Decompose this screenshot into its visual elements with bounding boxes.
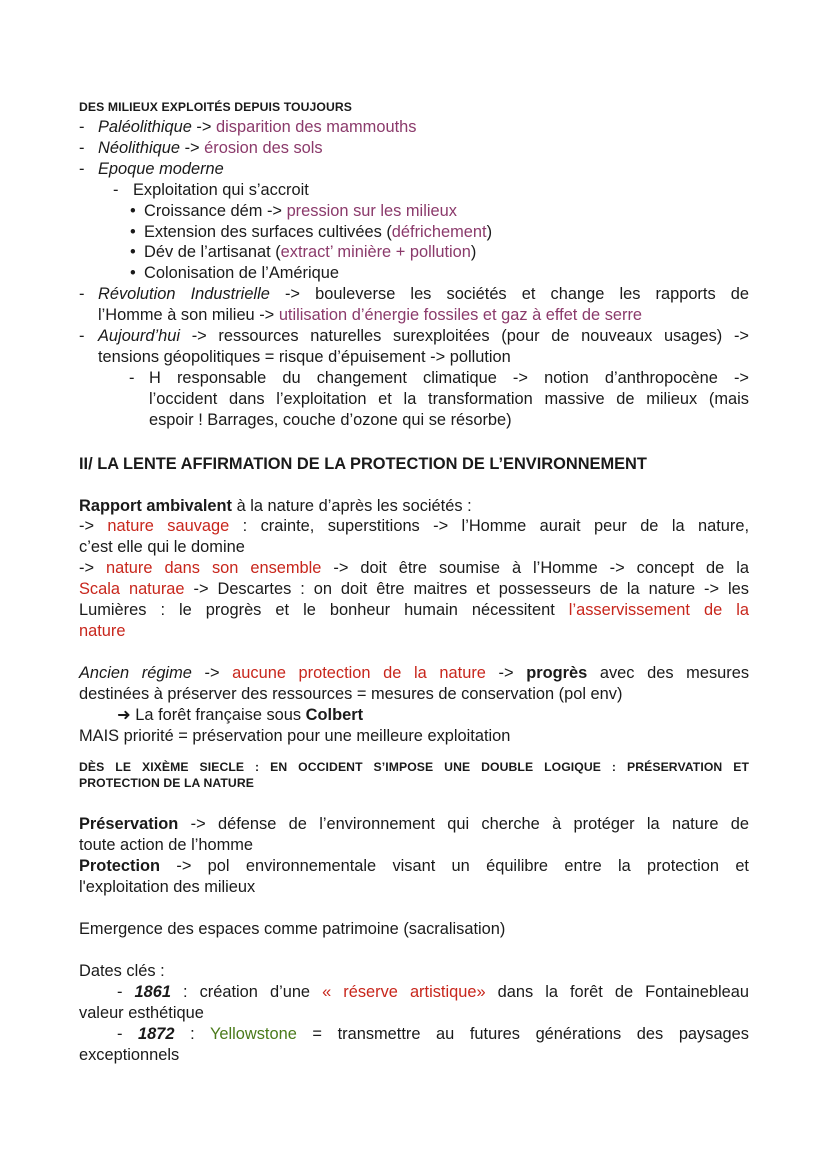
h-line1: H responsable du changement climatique -> notion d’anthropocène ->: [149, 368, 749, 387]
date-1861-line1: [79, 982, 749, 1003]
nature-sauvage-line1: [79, 516, 749, 537]
sub-item-h: [79, 368, 749, 431]
scala-naturae: Scala naturae: [79, 580, 185, 599]
foret-line: [79, 705, 749, 726]
revo-line1: [98, 284, 749, 305]
revo-line2: [98, 305, 749, 326]
progres-bold: progrès: [526, 663, 588, 682]
bullet-item: [79, 222, 749, 243]
h-line3: espoir ! Barrages, couche d’ozone qui se résorbe): [149, 410, 512, 429]
asservissement: l’asservissement de la: [568, 601, 749, 620]
bullet-item: [79, 201, 749, 222]
list-item-paleo: [79, 117, 749, 138]
text-run: = transmettre au futures générations des paysages: [296, 1024, 749, 1043]
bullet-item: [79, 242, 749, 263]
subsection-title: [79, 759, 749, 791]
paleo-label: Paléolithique: [98, 118, 192, 136]
bullet-marker: •: [130, 264, 136, 283]
text-run: La forêt française sous: [130, 705, 306, 724]
bullet-item: [79, 263, 749, 284]
nature-ensemble-line3: [79, 600, 749, 621]
h-line2: l’occident dans l’exploitation et la transformation massive de milieux (mais: [149, 389, 749, 408]
emergence-line: Emergence des espaces comme patrimoine (sacralisation): [79, 920, 506, 939]
bullet-marker: •: [130, 201, 136, 220]
ancien-regime-line2: destinées à préserver des ressources = mesures de conservation (pol env): [79, 684, 623, 703]
dash-marker: -: [129, 368, 135, 387]
text-run: Lumières : le progrès et le bonheur humain nécessitent: [79, 601, 569, 620]
exploit-text: Exploitation qui s’accroit: [133, 180, 309, 199]
ancien-regime-line1: [79, 663, 749, 684]
sub-item-exploit: [79, 180, 749, 201]
bullet-highlight: pression sur les milieux: [286, 201, 457, 220]
document-page: [79, 99, 749, 1066]
list-item-revolution: [79, 284, 749, 326]
dates-label: Dates clés :: [79, 962, 165, 980]
nature-ensemble-line1: [79, 558, 749, 579]
bullet-text: Dév de l’artisanat (: [144, 243, 281, 262]
auj-label: Aujourd’hui: [98, 327, 181, 346]
auj-text: -> ressources naturelles surexploitées (pour de nouveaux usages) ->: [180, 327, 749, 346]
text-run: -> Descartes : on doit être maitres et possesseurs de la nature -> les: [184, 580, 749, 599]
revo-label: Révolution Industrielle: [98, 285, 270, 304]
dash-marker: -: [117, 982, 135, 1001]
dash-marker: -: [79, 159, 85, 178]
bullet-text: Extension des surfaces cultivées (: [144, 222, 392, 241]
arrow-text: ->: [191, 663, 233, 682]
rapport-text: à la nature d’après les sociétés :: [232, 496, 472, 515]
year-1861: 1861: [134, 982, 171, 1001]
mais-line: MAIS priorité = préservation pour une meilleure exploitation: [79, 726, 511, 745]
arrow-text: ->: [191, 118, 217, 136]
list-item-neo: [79, 138, 749, 159]
arrow-text: ->: [79, 559, 106, 578]
text-run: -> doit être soumise à l’Homme -> concept de la: [321, 559, 749, 578]
rapport-line: [79, 496, 749, 517]
arrow-right-icon: ➜: [117, 705, 131, 724]
nature-sauvage-line2: c’est elle qui le domine: [79, 538, 245, 557]
preservation-line2: toute action de l’homme: [79, 836, 254, 855]
list-item-moderne: [79, 159, 749, 180]
dash-marker: -: [79, 118, 85, 136]
nature-ensemble: nature dans son ensemble: [106, 559, 322, 578]
preservation-line1: [79, 814, 749, 835]
preservation-bold: Préservation: [79, 815, 179, 834]
text-run: : crainte, superstitions -> l’Homme aurait peur de la nature,: [229, 517, 749, 536]
revo-text: l’Homme à son milieu ->: [98, 306, 279, 325]
arrow-text: ->: [79, 517, 108, 536]
dash-marker: -: [117, 1024, 139, 1043]
nature-ensemble-line4: nature: [79, 621, 126, 640]
bullet-text: Colonisation de l’Amérique: [144, 264, 339, 283]
section-title: DES MILIEUX EXPLOITÉS DEPUIS TOUJOURS: [79, 100, 353, 114]
bullet-text: ): [470, 243, 477, 262]
text-run: :: [174, 1024, 210, 1043]
date-1872-line1: [79, 1024, 749, 1045]
nature-sauvage: nature sauvage: [107, 517, 230, 536]
dash-marker: -: [79, 327, 85, 346]
auj-line1: [98, 326, 749, 347]
list-item-aujourdhui: [79, 326, 749, 368]
arrow-text: ->: [485, 663, 527, 682]
bullet-marker: •: [130, 222, 136, 241]
subsection-title-line1: DÈS LE XIXÈME SIECLE : EN OCCIDENT S’IMPOSE UNE DOUBLE LOGIQUE : PRÉSERVATION ET: [79, 760, 749, 775]
bullet-text: ): [486, 222, 493, 241]
revo-text: -> bouleverse les sociétés et change les rapports de: [269, 285, 749, 304]
dash-marker: -: [113, 180, 119, 199]
text-run: dans la forêt de Fontainebleau: [485, 982, 749, 1001]
year-1872: 1872: [138, 1024, 175, 1043]
neo-label: Néolithique: [98, 138, 181, 157]
nature-ensemble-line2: [79, 579, 749, 600]
text-run: : création d’une: [170, 982, 323, 1001]
date-1872-line2: exceptionnels: [79, 1045, 180, 1064]
revo-highlight: utilisation d’énergie fossiles et gaz à effet de serre: [278, 306, 643, 325]
section-heading: II/ LA LENTE AFFIRMATION DE LA PROTECTION DE L’ENVIRONNEMENT: [79, 454, 647, 473]
date-1861-line2: valeur esthétique: [79, 1003, 204, 1022]
protection-bold: Protection: [79, 857, 161, 876]
dash-marker: -: [79, 285, 85, 304]
bullet-text: Croissance dém ->: [144, 201, 287, 220]
protection-line2: l'exploitation des milieux: [79, 878, 256, 897]
arrow-text: ->: [180, 138, 205, 157]
reserve-artistique: « réserve artistique»: [322, 982, 486, 1001]
subsection-title-line2: PROTECTION DE LA NATURE: [79, 776, 254, 791]
colbert-bold: Colbert: [305, 705, 364, 724]
bullet-highlight: défrichement: [391, 222, 487, 241]
text-run: avec des mesures: [587, 663, 750, 682]
auj-line2: tensions géopolitiques = risque d’épuisement -> pollution: [98, 347, 511, 366]
ancien-regime-label: Ancien régime: [79, 663, 192, 682]
bullet-highlight: extract’ minière + pollution: [280, 243, 471, 262]
neo-value: érosion des sols: [204, 138, 323, 157]
protection-line1: [79, 856, 749, 877]
bullet-marker: •: [130, 243, 136, 262]
rapport-bold: Rapport ambivalent: [79, 496, 233, 515]
text-run: -> pol environnementale visant un équilibre entre la protection et: [160, 857, 749, 876]
aucune-protection: aucune protection de la nature: [232, 663, 486, 682]
moderne-label: Epoque moderne: [98, 159, 224, 178]
paleo-value: disparition des mammouths: [216, 118, 417, 136]
text-run: -> défense de l’environnement qui cherche à protéger la nature de: [178, 815, 749, 834]
dash-marker: -: [79, 138, 85, 157]
yellowstone: Yellowstone: [209, 1024, 297, 1043]
